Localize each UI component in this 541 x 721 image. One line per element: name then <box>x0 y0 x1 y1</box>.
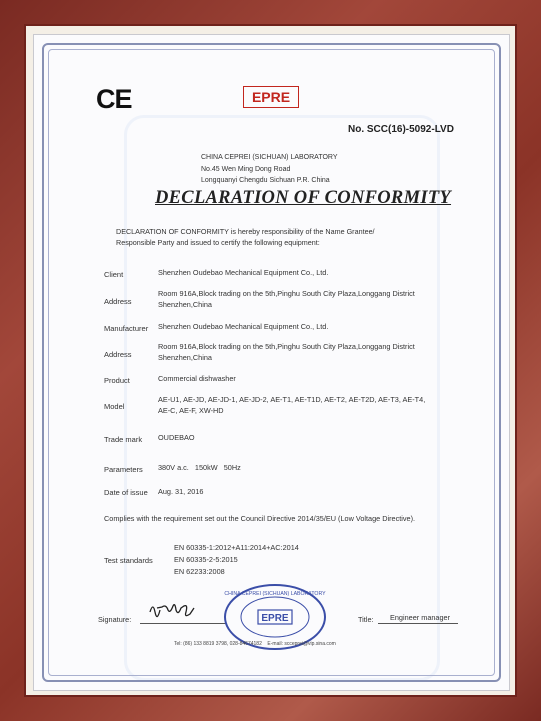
address-line-1: Room 916A,Block trading on the 5th,Pinghu South City Plaza,Longgang District <box>158 289 415 298</box>
intro-line-2: Responsible Party and issued to certify the following equipment: <box>116 238 320 247</box>
seal-text: CHINA CEPREI (SICHUAN) LABORATORY <box>224 591 326 597</box>
model-line-1: AE-U1, AE-JD, AE-JD-1, AE-JD-2, AE-T1, AE-T1D, AE-T2, AE-T2D, AE-T3, AE-T4, <box>158 395 426 404</box>
product-value: Commercial dishwasher <box>158 374 236 383</box>
standard-item-1: EN 60335-1:2012+A11:2014+AC:2014 <box>174 543 299 552</box>
signature-line <box>140 623 226 624</box>
title-label: Title: <box>358 615 374 624</box>
signature-label: Signature: <box>98 615 132 624</box>
address2-line-2: Shenzhen,China <box>158 353 212 362</box>
address2-label: Address <box>104 350 132 359</box>
org-address-1: No.45 Wen Ming Dong Road <box>201 166 291 173</box>
parameters-label: Parameters <box>104 465 143 474</box>
compliance-text: Complies with the requirement set out the Council Directive 2014/35/EU (Low Voltage Directive). <box>104 514 416 523</box>
standard-item-3: EN 62233:2008 <box>174 567 225 576</box>
title-value: Engineer manager <box>390 613 451 622</box>
manufacturer-label: Manufacturer <box>104 324 149 333</box>
client-value: Shenzhen Oudebao Mechanical Equipment Co., Ltd. <box>158 268 329 277</box>
contact-info: Tel: (86) 133 8819 3798, 028-84674182 E-mail: scceprei@vip.sina.com <box>174 641 336 647</box>
title-line <box>378 623 458 624</box>
client-label: Client <box>104 270 124 279</box>
trademark-value: OUDEBAO <box>158 433 195 442</box>
intro-line-1: DECLARATION OF CONFORMITY is hereby responsibility of the Name Grantee/ <box>116 227 375 236</box>
trademark-label: Trade mark <box>104 435 143 444</box>
certificate-number: No. SCC(16)-5092-LVD <box>348 124 454 135</box>
org-name: CHINA CEPREI (SICHUAN) LABORATORY <box>201 154 338 161</box>
date-value: Aug. 31, 2016 <box>158 487 204 496</box>
model-label: Model <box>104 402 125 411</box>
address-label: Address <box>104 297 132 306</box>
product-label: Product <box>104 376 130 385</box>
address2-line-1: Room 916A,Block trading on the 5th,Pinghu South City Plaza,Longgang District <box>158 342 415 351</box>
org-address-2: Longquanyi Chengdu Sichuan P.R. China <box>201 177 330 184</box>
manufacturer-value: Shenzhen Oudebao Mechanical Equipment Co., Ltd. <box>158 322 329 331</box>
handwritten-signature <box>148 598 208 622</box>
standard-item-2: EN 60335-2-5:2015 <box>174 555 238 564</box>
date-label: Date of issue <box>104 488 148 497</box>
model-line-2: AE-C, AE-F, XW-HD <box>158 406 224 415</box>
ce-mark: CE <box>96 84 132 114</box>
parameters-value: 380V a.c. 150kW 50Hz <box>158 463 241 472</box>
seal-logo: EPRE <box>261 613 289 624</box>
document-title: DECLARATION OF CONFORMITY <box>155 188 452 208</box>
address-line-2: Shenzhen,China <box>158 300 212 309</box>
ceprei-logo: EPRE <box>243 86 299 108</box>
test-standards-label: Test standards <box>104 556 153 565</box>
